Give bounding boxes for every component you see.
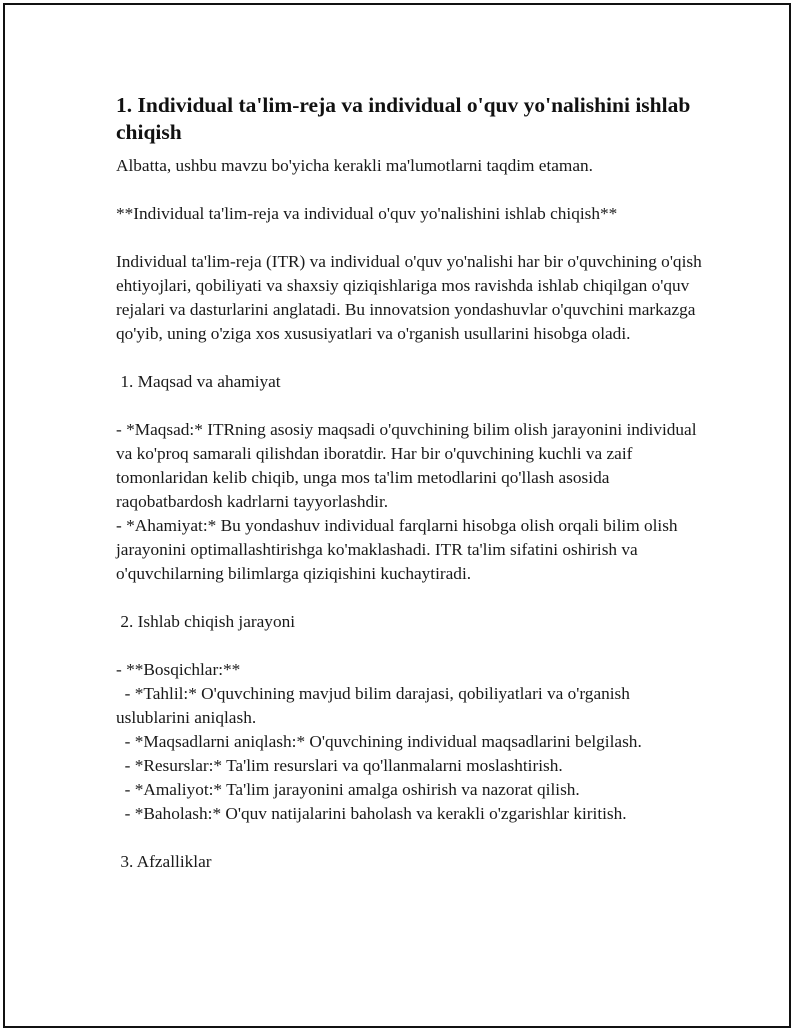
section-1-item-maqsad: - *Maqsad:* ITRning asosiy maqsadi o'quvchining bilim olish jarayonini individual va ko'proq samarali qilishdan iboratdir. Har bir o'quvchining kuchli va zaif tomonlaridan kelib chiqib, unga mos ta'lim metodlarini qo'llash asosida raqobatbardosh kadrlarni tayyorlashdir. — [116, 420, 701, 511]
section-2-item-baholash: - *Baholash:* O'quv natijalarini baholash va kerakli o'zgarishlar kiritish. — [116, 804, 627, 823]
overview-paragraph: Individual ta'lim-reja (ITR) va individual o'quv yo'nalishi har bir o'quvchining o'qish ehtiyojlari, qobiliyati va shaxsiy qiziqishlariga mos ravishda ishlab chiqilgan o'quv rejalari va dasturlarini anglatadi. Bu innovatsion yondashuvlar o'quvchini markazga qo'yib, uning o'ziga xos xususiyatlari va o'rganish usullarini hisobga oladi. — [116, 252, 707, 343]
section-2-heading: 2. Ishlab chiqish jarayoni — [116, 612, 296, 631]
subheading: **Individual ta'lim-reja va individual o'quv yo'nalishini ishlab chiqish** — [116, 204, 618, 223]
intro-paragraph: Albatta, ushbu mavzu bo'yicha kerakli ma'lumotlarni taqdim etaman. — [116, 156, 594, 175]
section-1-heading: 1. Maqsad va ahamiyat — [116, 372, 281, 391]
section-2-item-resurslar: - *Resurslar:* Ta'lim resurslari va qo'llanmalarni moslashtirish. — [116, 756, 563, 775]
document-body — [116, 92, 706, 874]
section-2-item-maqsadlar: - *Maqsadlarni aniqlash:* O'quvchining individual maqsadlarini belgilash. — [116, 732, 642, 751]
section-2-lead: - **Bosqichlar:** — [116, 660, 241, 679]
section-3-heading: 3. Afzalliklar — [116, 852, 212, 871]
section-2-item-tahlil: - *Tahlil:* O'quvchining mavjud bilim darajasi, qobiliyatlari va o'rganish uslublarini aniqlash. — [116, 684, 635, 727]
section-2-item-amaliyot: - *Amaliyot:* Ta'lim jarayonini amalga oshirish va nazorat qilish. — [116, 780, 580, 799]
document-title: 1. Individual ta'lim-reja va individual o'quv yo'nalishini ishlab chiqish — [116, 93, 691, 144]
section-1-item-ahamiyat: - *Ahamiyat:* Bu yondashuv individual farqlarni hisobga olish orqali bilim olish jarayonini optimallashtirishga ko'maklashadi. ITR ta'lim sifatini oshirish va o'quvchilarning bilimlarga qiziqishini kuchaytiradi. — [116, 516, 682, 583]
